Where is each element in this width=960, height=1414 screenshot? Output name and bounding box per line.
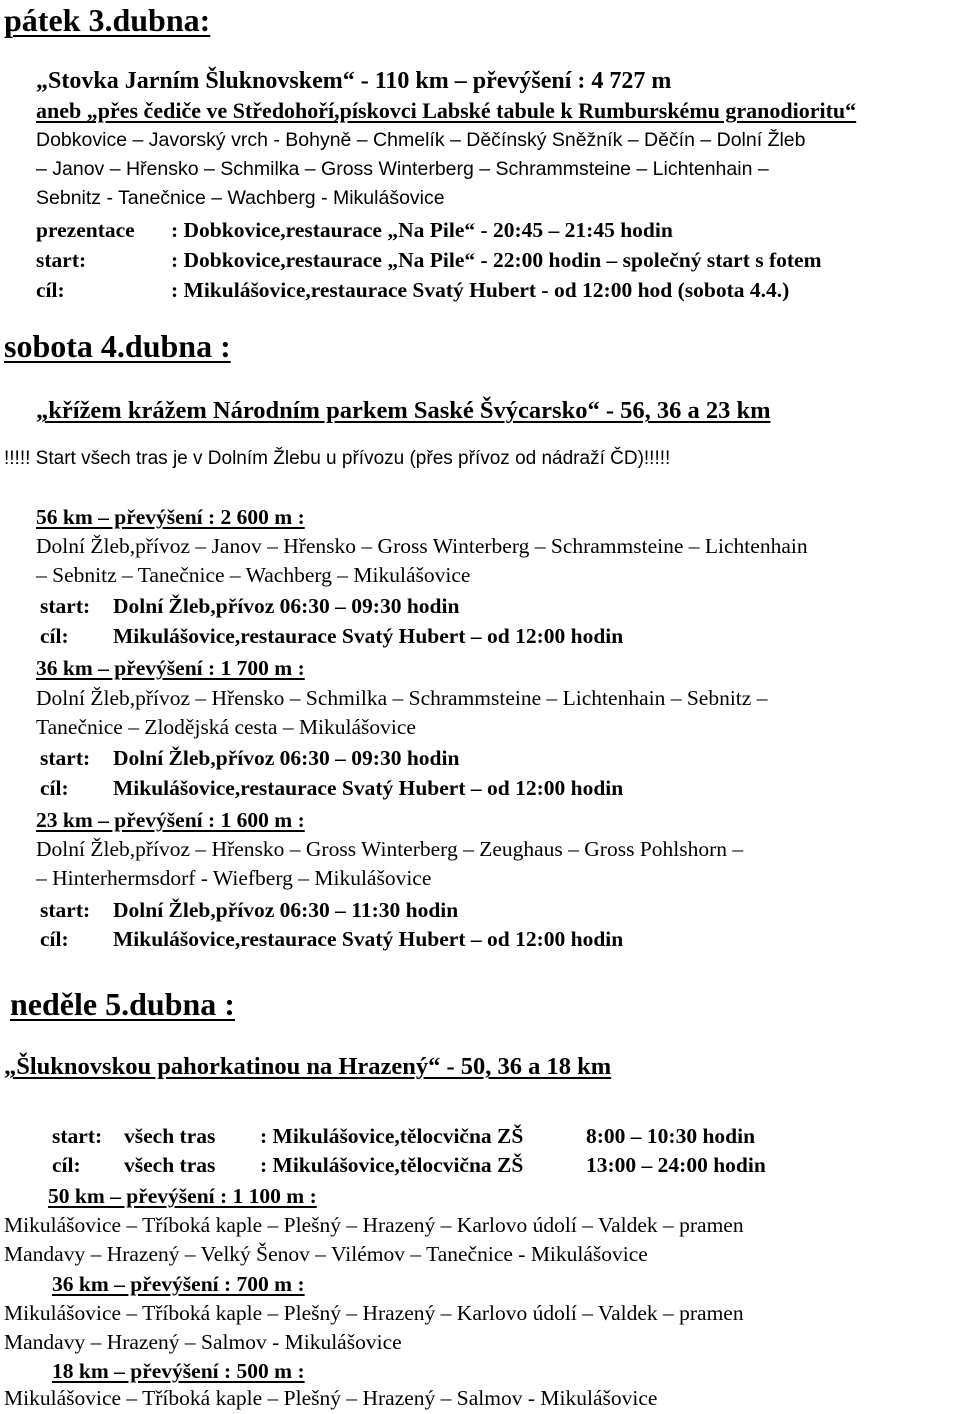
route-title: 36 km – převýšení : 700 m : [52, 1272, 305, 1296]
info-value: : Dobkovice,restaurace „Na Pile“ - 20:45 – 21:45 hodin [171, 218, 673, 242]
info-value: : Mikulášovice,restaurace Svatý Hubert - od 12:00 hod (sobota 4.4.) [171, 278, 790, 302]
friday-info-row [36, 276, 789, 306]
route-line: Mikulášovice – Tříboká kaple – Plešný – Hrazený – Karlovo údolí – Valdek – pramen [4, 1301, 744, 1325]
info-value: : Dobkovice,restaurace „Na Pile“ - 22:00 hodin – společný start s fotem [171, 248, 822, 272]
route-title: 56 km – převýšení : 2 600 m : [36, 505, 305, 529]
saturday-event-title: „křížem krážem Národním parkem Saské Švýcarsko“ - 56, 36 a 23 km [36, 397, 771, 424]
route-line: – Hinterhermsdorf - Wiefberg – Mikulášovice [36, 866, 432, 890]
finish-value: Mikulášovice,restaurace Svatý Hubert – od 12:00 hodin [113, 927, 624, 951]
saturday-notice: !!!!! Start všech tras je v Dolním Žlebu u přívozu (přes přívoz od nádraží ČD)!!!!! [4, 448, 671, 469]
finish-who: všech tras [124, 1153, 216, 1177]
route-title: 50 km – převýšení : 1 100 m : [48, 1184, 317, 1208]
saturday-heading: sobota 4.dubna : [4, 328, 231, 364]
start-who: všech tras [124, 1124, 216, 1148]
route-title: 23 km – převýšení : 1 600 m : [36, 808, 305, 832]
sunday-finish-row [52, 1151, 766, 1181]
finish-label: cíl: [40, 927, 69, 951]
sunday-event-title: „Šluknovskou pahorkatinou na Hrazený“ - 50, 36 a 18 km [4, 1053, 612, 1080]
friday-event-title: „Stovka Jarním Šluknovskem“ - 110 km – převýšení : 4 727 m [36, 68, 672, 94]
route-line: Dolní Žleb,přívoz – Hřensko – Schmilka – Schrammsteine – Lichtenhain – Sebnitz – [36, 686, 768, 710]
route-finish-row [40, 622, 623, 652]
friday-route-line: – Janov – Hřensko – Schmilka – Gross Winterberg – Schrammsteine – Lichtenhain – [36, 158, 769, 180]
start-place: : Mikulášovice,tělocvična ZŠ [260, 1124, 524, 1148]
route-start-row [40, 744, 459, 774]
route-line: Dolní Žleb,přívoz – Hřensko – Gross Winterberg – Zeughaus – Gross Pohlshorn – [36, 837, 744, 861]
friday-info-row [36, 216, 673, 246]
start-value: Dolní Žleb,přívoz 06:30 – 09:30 hodin [113, 746, 460, 770]
route-finish-row [40, 774, 623, 804]
info-label: prezentace [36, 218, 135, 242]
friday-event-subtitle: aneb „přes čediče ve Středohoří,pískovci Labské tabule k Rumburskému granodioritu“ [36, 98, 857, 123]
route-line: Dolní Žleb,přívoz – Janov – Hřensko – Gross Winterberg – Schrammsteine – Lichtenhain [36, 534, 808, 558]
start-label: start: [52, 1124, 103, 1148]
route-finish-row [40, 925, 623, 955]
route-start-row [40, 896, 458, 926]
finish-label: cíl: [40, 624, 69, 648]
sunday-heading: neděle 5.dubna : [10, 986, 235, 1022]
start-label: start: [40, 898, 91, 922]
route-line: Mikulášovice – Tříboká kaple – Plešný – Hrazený – Salmov - Mikulášovice [4, 1386, 658, 1410]
route-title: 18 km – převýšení : 500 m : [52, 1359, 305, 1383]
route-start-row [40, 592, 459, 622]
finish-value: Mikulášovice,restaurace Svatý Hubert – od 12:00 hodin [113, 776, 624, 800]
route-line: Mandavy – Hrazený – Velký Šenov – Vilémov – Tanečnice - Mikulášovice [4, 1242, 648, 1266]
start-value: Dolní Žleb,přívoz 06:30 – 11:30 hodin [113, 898, 459, 922]
sunday-start-row [52, 1122, 755, 1152]
finish-label: cíl: [40, 776, 69, 800]
finish-label: cíl: [52, 1153, 81, 1177]
route-line: Tanečnice – Zlodějská cesta – Mikulášovice [36, 715, 416, 739]
friday-info-row [36, 246, 822, 276]
finish-time: 13:00 – 24:00 hodin [586, 1153, 766, 1177]
finish-place: : Mikulášovice,tělocvična ZŠ [260, 1153, 524, 1177]
finish-value: Mikulášovice,restaurace Svatý Hubert – od 12:00 hodin [113, 624, 624, 648]
route-line: Mandavy – Hrazený – Salmov - Mikulášovice [4, 1330, 402, 1354]
route-line: – Sebnitz – Tanečnice – Wachberg – Mikulášovice [36, 563, 471, 587]
friday-route-line: Dobkovice – Javorský vrch - Bohyně – Chmelík – Děčínský Sněžník – Děčín – Dolní Žleb [36, 129, 806, 151]
start-label: start: [40, 746, 91, 770]
start-value: Dolní Žleb,přívoz 06:30 – 09:30 hodin [113, 594, 460, 618]
start-label: start: [40, 594, 91, 618]
info-label: cíl: [36, 278, 65, 302]
start-time: 8:00 – 10:30 hodin [586, 1124, 756, 1148]
friday-route-line: Sebnitz - Tanečnice – Wachberg - Mikulášovice [36, 187, 445, 209]
route-line: Mikulášovice – Tříboká kaple – Plešný – Hrazený – Karlovo údolí – Valdek – pramen [4, 1213, 744, 1237]
info-label: start: [36, 248, 87, 272]
route-title: 36 km – převýšení : 1 700 m : [36, 656, 305, 680]
friday-heading: pátek 3.dubna: [4, 2, 211, 38]
